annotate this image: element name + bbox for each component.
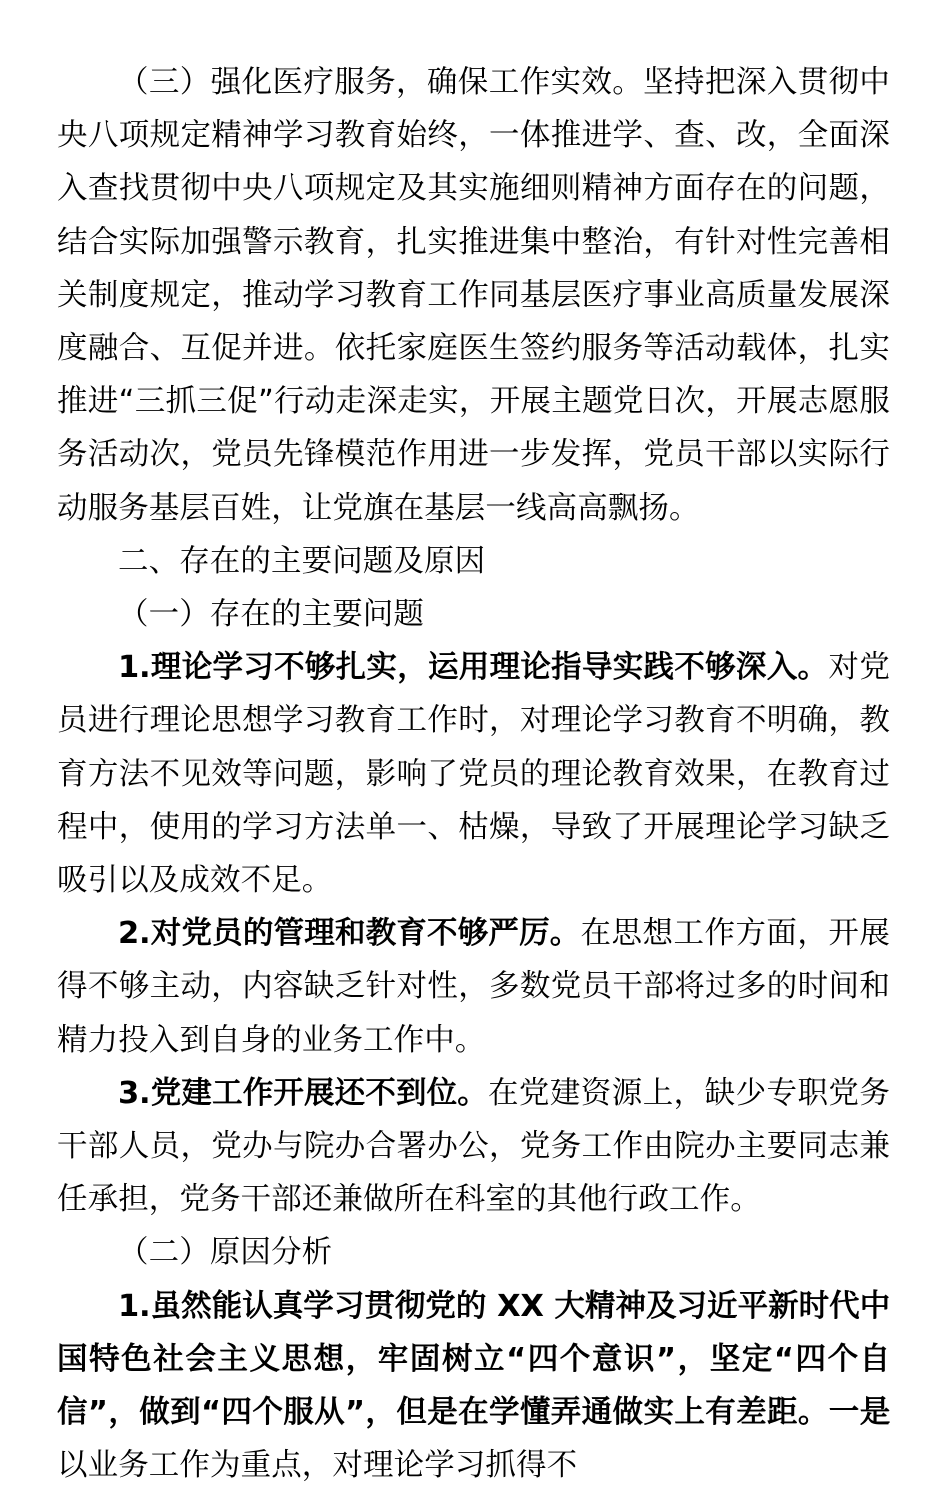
problem-2-body: 在思想工作方面，开展得不够主动，内容缺乏针对性，多数党员干部将过多的时间和精力投入到自身的业务工作中。 [57, 916, 891, 1058]
heading-main-problems-and-causes [57, 535, 890, 588]
paragraph-section-three [57, 56, 890, 535]
paragraph-cause-item-1 [57, 1280, 890, 1492]
heading-text: （二）原因分析 [118, 1235, 333, 1271]
paragraph-problem-item-2 [57, 907, 890, 1067]
heading-text: （一）存在的主要问题 [118, 597, 424, 633]
text-run: （三）强化医疗服务，确保工作实效。坚持把深入贯彻中央八项规定精神学习教育始终，一体推进学、查、改，全面深入查找贯彻中央八项规定及其实施细则精神方面存在的问题，结合实际加强警示教育，扎实推进集中整治，有针对性完善相关制度规定，推动学习教育工作同基层医疗事业高质量发展深度融合、互促并进。依托家庭医生签约服务等活动载体，扎实推进“三抓三促”行动走深走实，开展主题党日次，开展志愿服务活动次，党员先锋模范作用进一步发挥，党员干部以实际行动服务基层百姓，让党旗在基层一线高高飘扬。 [57, 65, 890, 526]
heading-text: 二、存在的主要问题及原因 [118, 543, 486, 579]
problem-3-bold-lead: 3.党建工作开展还不到位。 [118, 1075, 488, 1111]
problem-1-bold-lead: 1.理论学习不够扎实，运用理论指导实践不够深入。 [118, 650, 829, 686]
cause-1-body: 以业务工作为重点，对理论学习抓得不 [57, 1448, 578, 1484]
heading-existing-main-problems [57, 588, 890, 641]
paragraph-problem-item-1 [57, 641, 890, 907]
document-body [57, 56, 890, 1492]
cause-1-bold-lead: 1.虽然能认真学习贯彻党的 XX 大精神及习近平新时代中国特色社会主义思想，牢固树立“四个意识”，坚定“四个自信”，做到“四个服从”，但是在学懂弄通做实上有差距。一是 [57, 1288, 890, 1431]
problem-3-body: 在党建资源上，缺少专职党务干部人员，党办与院办合署办公，党务工作由院办主要同志兼任承担，党务干部还兼做所在科室的其他行政工作。 [57, 1075, 890, 1218]
problem-2-bold-lead: 2.对党员的管理和教育不够严厉。 [118, 916, 581, 952]
heading-cause-analysis [57, 1226, 890, 1279]
problem-1-body: 对党员进行理论思想学习教育工作时，对理论学习教育不明确，教育方法不见效等问题，影响了党员的理论教育效果，在教育过程中，使用的学习方法单一、枯燥，导致了开展理论学习缺乏吸引以及成效不足。 [57, 650, 891, 899]
paragraph-problem-item-3 [57, 1067, 890, 1227]
